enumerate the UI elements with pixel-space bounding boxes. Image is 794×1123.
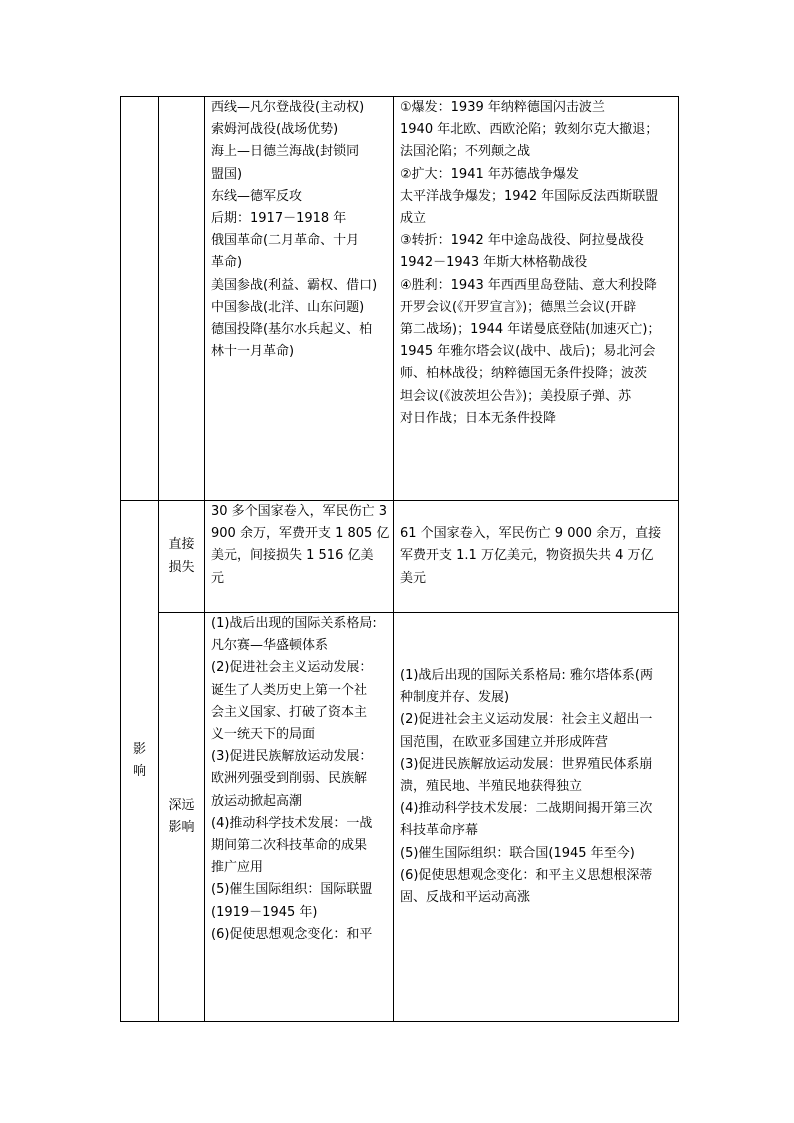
ww2-course-lines [394,97,678,430]
text-line: 期间第二次科技革命的成果 [211,838,368,854]
text-line: 军费开支 1.1 万亿美元，物资损失共 4 万亿 [400,548,654,564]
text-line: 溃，殖民地、半殖民地获得独立 [400,779,583,795]
text-line: (2)促进社会主义运动发展：社会主义超出一 [400,712,653,728]
text-line: 科技革命序幕 [400,823,479,839]
text-line: (5)催生国际组织：国际联盟 [211,882,373,898]
text-line: 推广应用 [211,860,264,876]
ww1-direct-loss-lines [205,501,393,590]
ww1-course-lines [205,97,393,363]
text-line: (1)战后出现的国际关系格局: 雅尔塔体系(两 [400,668,653,683]
text-line: 诞生了人类历史上第一个社 [211,682,368,698]
direct-loss-label-line: 损失 [168,559,195,575]
text-line: 第二战场)；1944 年诺曼底登陆(加速灭亡)； [400,322,661,338]
table-row-deep-impact [121,613,679,1022]
text-line: ②扩大：1941 年苏德战争爆发 [400,166,579,182]
text-line: 法国沦陷；不列颠之战 [400,144,531,160]
empty-cell-col1 [121,97,159,501]
deep-impact-label-line: 影响 [168,820,195,835]
text-line: 固、反战和平运动高涨 [400,890,531,906]
text-line: (1)战后出现的国际关系格局: [211,616,377,631]
text-line: 林十一月革命) [211,344,295,360]
ww1-deep-impact-cell [205,613,394,1022]
text-line: 师、柏林战役；纳粹德国无条件投降；波茨 [400,366,648,382]
text-line: 国范围，在欧亚多国建立并形成阵营 [400,734,609,750]
direct-loss-label-line: 直接 [168,537,195,553]
ww1-direct-loss-cell [205,501,394,613]
text-line: 元 [211,570,225,586]
empty-cell-col2 [159,97,205,501]
text-line: 中国参战(北洋、山东问题) [211,299,365,315]
text-line: 1940 年北欧、西欧沦陷；敦刻尔克大撤退； [400,122,659,138]
text-line: (5)催生国际组织：联合国(1945 年至今) [400,845,635,861]
text-line: 会主义国家、打破了资本主 [211,704,368,720]
text-line: 坦会议(《波茨坦公告》)；美投原子弹、苏 [400,388,632,404]
text-line: 欧洲列强受到削弱、民族解 [211,771,368,787]
table-row-direct-loss [121,501,679,613]
text-line: ④胜利：1943 年西西里岛登陆、意大利投降 [400,277,657,293]
text-line: ③转折：1942 年中途岛战役、阿拉曼战役 [400,233,644,249]
text-line: 索姆河战役(战场优势) [211,122,339,138]
text-line: 后期：1917－1918 年 [211,211,347,227]
text-line: (6)促使思想观念变化：和平 [211,926,373,942]
text-line: (3)促进民族解放运动发展： [211,749,373,765]
text-line: 61 个国家卷入，军民伤亡 9 000 余万，直接 [400,526,662,542]
ww1-deep-impact-lines [205,613,393,946]
text-line: (6)促使思想观念变化：和平主义思想根深蒂 [400,867,653,883]
text-line: 德国投降(基尔水兵起义、柏 [211,322,373,338]
text-line: 1942－1943 年斯大林格勒战役 [400,255,588,271]
text-line: 美国参战(利益、霸权、借口) [211,277,378,293]
text-line: 放运动掀起高潮 [211,793,303,809]
ww2-deep-impact-cell [394,613,679,1022]
direct-loss-label [159,534,204,578]
text-line: (4)推动科学技术发展：一战 [211,815,373,831]
text-line: 东线—德军反攻 [211,188,303,204]
text-line: 西线—凡尔登战役(主动权) [211,100,365,115]
text-line: (3)促进民族解放运动发展：世界殖民体系崩 [400,756,653,772]
text-line: (4)推动科学技术发展：二战期间揭开第三次 [400,801,653,817]
impact-label [121,739,158,783]
text-line: 900 余万，军费开支 1 805 亿 [211,526,389,542]
text-line: 义一统天下的局面 [211,727,316,743]
ww2-direct-loss-cell [394,501,679,613]
text-line: 30 多个国家卷入，军民伤亡 3 [211,504,388,519]
comparison-table [120,96,679,1022]
text-line: ①爆发：1939 年纳粹德国闪击波兰 [400,100,605,115]
text-line: 成立 [400,211,427,227]
direct-loss-label-cell [159,501,205,613]
ww2-deep-impact-lines [394,613,678,909]
ww1-course-cell [205,97,394,501]
text-line: (2)促进社会主义运动发展： [211,660,373,676]
text-line: 对日作战；日本无条件投降 [400,410,557,426]
ww2-course-cell [394,97,679,501]
text-line: 太平洋战争爆发；1942 年国际反法西斯联盟 [400,188,659,204]
text-line: 美元，间接损失 1 516 亿美 [211,548,374,564]
deep-impact-label-line: 深远 [168,797,195,813]
text-line: 美元 [400,570,427,586]
text-line: 海上—日德兰海战(封锁同 [211,144,360,160]
impact-label-char: 响 [132,764,146,779]
text-line: 1945 年雅尔塔会议(战中、战后)；易北河会 [400,344,656,360]
text-line: 凡尔赛—华盛顿体系 [211,638,329,654]
table-row-war-course [121,97,679,501]
text-line: (1919－1945 年) [211,904,318,920]
text-line: 种制度并存、发展) [400,690,510,706]
deep-impact-label [159,795,204,839]
text-line: 盟国) [211,166,243,182]
deep-impact-label-cell [159,613,205,1022]
impact-label-cell [121,501,159,1022]
text-line: 革命) [211,255,243,271]
impact-label-char: 影 [132,741,146,757]
text-line: 开罗会议(《开罗宣言》)；德黑兰会议(开辟 [400,299,637,315]
ww2-direct-loss-lines [394,523,678,590]
text-line: 俄国革命(二月革命、十月 [211,233,360,249]
